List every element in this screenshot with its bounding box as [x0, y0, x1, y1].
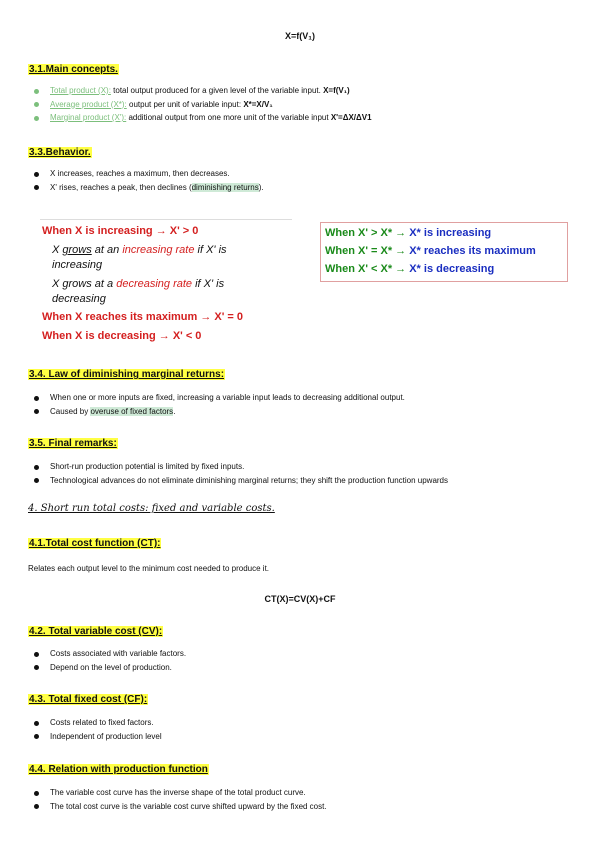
- item-text: Costs associated with variable factors.: [50, 649, 187, 658]
- main-concepts-list: [28, 84, 372, 125]
- term-formula: X'=ΔX/ΔV1: [330, 113, 372, 122]
- bullet-dot: [34, 665, 39, 670]
- list-item: [28, 800, 327, 814]
- bullet-dot: [34, 185, 39, 190]
- item-text: Caused by: [50, 406, 91, 416]
- list-item: [28, 716, 162, 730]
- bullet-dot: [34, 791, 39, 796]
- list-item: [28, 460, 448, 474]
- marginal-product-rules-box: [40, 219, 292, 348]
- list-item: [28, 474, 448, 488]
- item-text: ).: [258, 182, 264, 192]
- list-item: [28, 661, 186, 675]
- list-item: [28, 98, 372, 112]
- rule-increasing-rate: X grows at an increasing rate if X' is: [52, 244, 227, 256]
- heading-3-1: 3.1.Main concepts.: [29, 64, 118, 75]
- term-link[interactable]: Total product (X):: [50, 86, 111, 95]
- law-list: [28, 391, 405, 418]
- term-desc: total output produced for a given level of the variable input.: [110, 86, 324, 95]
- heading-4-4: 4.4. Relation with production function: [29, 764, 208, 775]
- term-formula: X=f(V₁): [323, 86, 350, 95]
- rule-decreasing-label: decreasing: [52, 293, 106, 305]
- item-text: X' rises, reaches a peak, then declines (: [50, 182, 192, 192]
- rule-increasing-label: increasing: [52, 259, 103, 271]
- cost-formula: CT(X)=CV(X)+CF: [264, 594, 336, 604]
- bullet-dot: [34, 396, 39, 401]
- heading-3-3: 3.3.Behavior.: [29, 147, 91, 158]
- item-text: The variable cost curve has the inverse shape of the total product curve.: [50, 788, 306, 797]
- list-item: [28, 730, 162, 744]
- term-formula: X*=X/V₁: [243, 99, 273, 109]
- bullet-dot: [34, 804, 39, 809]
- item-text: Technological advances do not eliminate diminishing marginal returns; they shift the production function upwards: [50, 475, 449, 485]
- rule-avg-increasing: When X' > X* → X* is increasing: [325, 227, 492, 239]
- rule-x-decreasing: When X is decreasing → X' < 0: [42, 330, 202, 342]
- bullet-dot: [34, 734, 39, 739]
- bullet-dot: [34, 409, 39, 414]
- term-desc: output per unit of variable input:: [126, 99, 244, 109]
- item-text: Depend on the level of production.: [50, 662, 172, 672]
- behavior-list: [28, 167, 264, 194]
- remarks-list: [28, 460, 448, 487]
- bullet-dot: [34, 478, 39, 483]
- fixed-cost-list: [28, 716, 162, 743]
- top-formula: X=f(V₁): [285, 31, 315, 41]
- bullet-dot: [34, 652, 39, 657]
- item-text: The total cost curve is the variable cost curve shifted upward by the fixed cost.: [50, 801, 327, 811]
- rule-decreasing-rate: X grows at a decreasing rate if X' is: [52, 278, 225, 290]
- cost-function-desc: Relates each output level to the minimum cost needed to produce it.: [28, 564, 270, 573]
- term-desc: additional output from one more unit of the variable input: [126, 113, 331, 122]
- heading-3-4: 3.4. Law of diminishing marginal returns:: [29, 369, 225, 380]
- bullet-dot: [34, 721, 39, 726]
- list-item: [28, 647, 186, 661]
- heading-4-1: 4.1.Total cost function (CT):: [29, 538, 161, 549]
- list-item: [28, 111, 372, 125]
- list-item: [28, 167, 264, 181]
- bullet-dot: [34, 89, 39, 94]
- heading-4-3: 4.3. Total fixed cost (CF):: [29, 694, 148, 705]
- item-text: X increases, reaches a maximum, then decreases.: [50, 169, 230, 178]
- bullet-dot: [34, 172, 39, 177]
- term-link[interactable]: Average product (X*):: [50, 99, 127, 109]
- item-text: Short-run production potential is limited by fixed inputs.: [50, 462, 245, 471]
- variable-cost-list: [28, 647, 186, 674]
- relation-list: [28, 786, 327, 813]
- item-text: Costs related to fixed factors.: [50, 718, 154, 727]
- list-item: [28, 84, 372, 98]
- highlighted-text: diminishing returns: [191, 182, 259, 192]
- list-item: [28, 181, 264, 195]
- list-item: [28, 405, 405, 419]
- rule-avg-maximum: When X' = X* → X* reaches its maximum: [325, 245, 536, 257]
- list-item: [28, 391, 405, 405]
- item-text: When one or more inputs are fixed, increasing a variable input leads to decreasing additional output.: [50, 393, 405, 402]
- rule-avg-decreasing: When X' < X* → X* is decreasing: [325, 263, 495, 275]
- list-item: [28, 786, 327, 800]
- bullet-dot: [34, 465, 39, 470]
- bullet-dot: [34, 116, 39, 121]
- rule-x-maximum: When X reaches its maximum → X' = 0: [42, 311, 243, 323]
- term-link[interactable]: Marginal product (X'):: [50, 113, 127, 122]
- rule-x-increasing: When X is increasing → X' > 0: [42, 225, 199, 237]
- bullet-dot: [34, 102, 39, 107]
- item-text: Independent of production level: [50, 731, 162, 741]
- heading-3-5: 3.5. Final remarks:: [29, 438, 117, 449]
- section-4-title: 4. Short run total costs: fixed and variable costs.: [28, 503, 275, 514]
- highlighted-text: overuse of fixed factors: [90, 406, 174, 416]
- item-text: .: [173, 406, 176, 416]
- average-product-rules-box: [320, 222, 568, 282]
- heading-4-2: 4.2. Total variable cost (CV):: [29, 626, 163, 637]
